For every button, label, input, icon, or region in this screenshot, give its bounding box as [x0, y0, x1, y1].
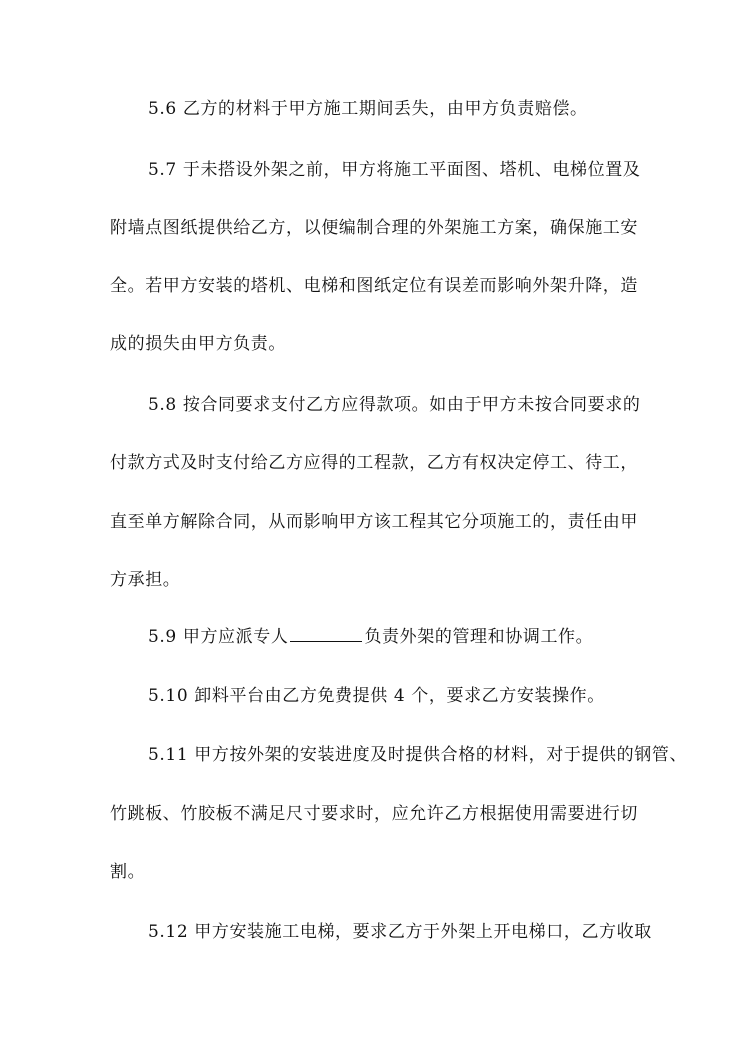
clause-5-8-line-4: 方承担。 — [110, 570, 181, 590]
clause-5-7-line-4: 成的损失由甲方负责。 — [110, 334, 286, 354]
clause-5-8-line-1: 5.8 按合同要求支付乙方应得款项。如由于甲方未按合同要求的 — [148, 395, 641, 415]
clause-5-11-line-2: 竹跳板、竹胶板不满足尺寸要求时，应允许乙方根据使用需要进行切 — [110, 804, 638, 824]
blank-underline — [290, 627, 362, 642]
clause-5-7-line-3: 全。若甲方安装的塔机、电梯和图纸定位有误差而影响外架升降，造 — [110, 276, 638, 296]
clause-5-8-line-2: 付款方式及时支付给乙方应得的工程款，乙方有权决定停工、待工， — [110, 453, 638, 473]
clause-5-11-line-3: 割。 — [110, 862, 146, 882]
clause-5-7-line-2: 附墙点图纸提供给乙方，以便编制合理的外架施工方案，确保施工安 — [110, 218, 638, 238]
clause-5-6: 5.6 乙方的材料于甲方施工期间丢失，由甲方负责赔偿。 — [148, 99, 588, 119]
clause-5-9-before: 5.9 甲方应派专人 — [148, 627, 289, 647]
clause-5-11-line-1: 5.11 甲方按外架的安装进度及时提供合格的材料，对于提供的钢管、 — [148, 745, 688, 765]
clause-5-12-line-1: 5.12 甲方安装施工电梯，要求乙方于外架上开电梯口，乙方收取 — [148, 922, 652, 942]
clause-5-10: 5.10 卸料平台由乙方免费提供 4 个，要求乙方安装操作。 — [148, 686, 605, 706]
clause-5-9-after: 负责外架的管理和协调工作。 — [364, 627, 594, 647]
clause-5-7-line-1: 5.7 于未搭设外架之前，甲方将施工平面图、塔机、电梯位置及 — [148, 160, 641, 180]
clause-5-8-line-3: 直至单方解除合同，从而影响甲方该工程其它分项施工的，责任由甲 — [110, 512, 638, 532]
clause-5-9 — [148, 626, 593, 648]
